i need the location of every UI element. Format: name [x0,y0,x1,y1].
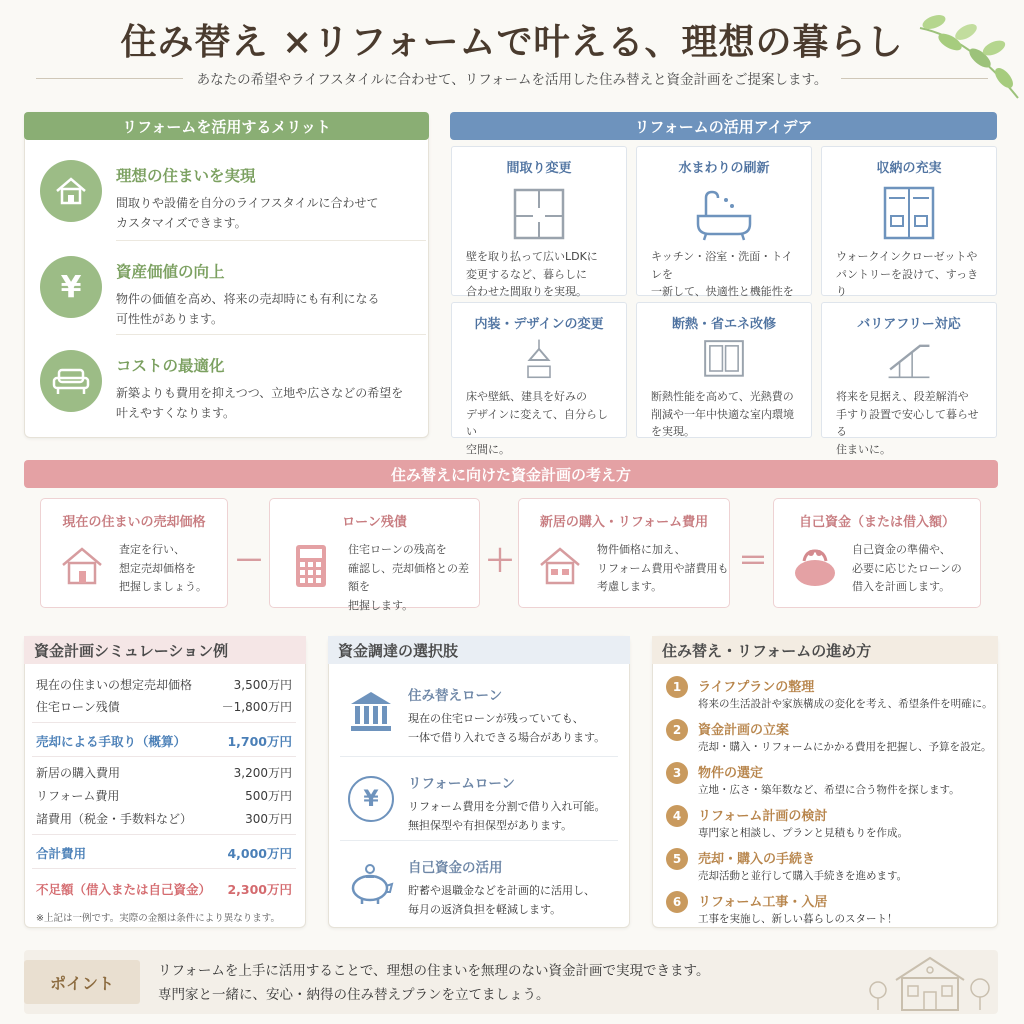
step-title: リフォーム計画の検討 [698,809,828,824]
step-item [666,803,1018,845]
funding-heading: 住み替えに向けた資金計画の考え方 [24,460,998,488]
step-number: 1 [666,676,688,698]
sim-row: リフォーム費用 500万円 [36,789,292,803]
merit-text: 物件の価値を高め、将来の売却時にも有利になる 可性性があります。 [116,292,380,326]
option-item [336,764,622,842]
sim-note: ※上記は一例です。実際の金額は条件により異なります。 [36,913,280,924]
funding-box-title: ローン残債 [342,515,407,530]
sim-divider [32,868,296,869]
option-divider [340,756,618,757]
funding-box-text: 査定を行い、 想定売却価格を 把握しましょう。 [119,543,207,594]
funding-box-new-home [518,498,730,608]
merit-divider [116,334,426,335]
idea-text: 壁を取り払って広いLDKに 変更するなど、暮らしに 合わせた間取りを実現。 [466,250,598,299]
idea-title: 内装・デザインの変更 [474,317,604,332]
page-subtitle: あなたの希望やライフスタイルに合わせて、リフォームを活用した住み替えと資金計画をご提案します。 [196,72,828,88]
idea-title: 水まわりの刷新 [678,161,770,176]
sofa-icon [40,350,102,412]
yen-icon: ¥ [40,256,102,318]
steps-heading: 住み替え・リフォームの進め方 [652,636,998,664]
plus-operator: ＋ [485,544,515,579]
funding-box-text: 自己資金の準備や、 必要に応じたローンの 借入を計画します。 [852,543,962,594]
step-number: 5 [666,848,688,870]
option-text: リフォーム費用を分割で借り入れ可能。 無担保型や有担保型があります。 [408,800,606,832]
option-title: 自己資金の活用 [408,860,503,876]
step-text: 工事を実施し、新しい暮らしのスタート！ [698,913,898,925]
step-item [666,674,1018,716]
leaf-decoration-icon [910,8,1020,108]
idea-title: 間取り変更 [506,161,572,176]
option-item [336,676,622,754]
idea-title: バリアフリー対応 [857,317,961,332]
idea-card [451,302,627,456]
option-divider [340,840,618,841]
funding-box-sale-price [40,498,228,608]
idea-text: 将来を見据え、段差解消や 手すり設置で安心して暮らせる 住まいに。 [836,390,979,456]
window-icon [692,338,756,382]
step-title: 資金計画の立案 [698,723,790,738]
lamp-icon [507,338,571,382]
idea-title: 収納の充実 [876,161,942,176]
sim-row: 現在の住まいの想定売却価格 3,500万円 [36,678,292,692]
point-text: リフォームを上手に活用することで、理想の住まいを無理のない資金計画で実現できます。 専門家と一緒に、安心・納得の住み替えプランを立てましょう。 [158,963,710,1003]
idea-card [821,302,997,456]
sim-shortfall-row: 不足額（借入または自己資金） 2,300万円 [36,882,292,897]
piggy-bank-icon [348,860,394,906]
purse-icon [792,543,838,589]
handrail-icon [877,338,941,382]
step-text: 立地・広さ・築年数など、希望に合う物件を探します。 [698,784,960,796]
equals-operator: ＝ [738,544,768,579]
step-item [666,760,1018,802]
step-number: 4 [666,805,688,827]
step-number: 2 [666,719,688,741]
merit-item [40,160,412,252]
funding-box-loan-balance [269,498,480,613]
step-item [666,717,1018,759]
option-text: 貯蓄や退職金などを計画的に活用し、 毎月の返済負担を軽減します。 [408,884,595,916]
step-item [666,846,1018,888]
step-number: 3 [666,762,688,784]
options-heading: 資金調達の選択肢 [328,636,630,664]
sim-divider [32,722,296,723]
page-title: 住み替え ×リフォームで叶える、理想の暮らし [120,21,904,63]
point-box [24,950,998,1014]
funding-box-own-funds [773,498,981,608]
bathtub-icon [692,186,756,242]
merit-item [40,350,412,442]
sim-divider [32,834,296,835]
step-text: 将来の生活設計や家族構成の変化を考え、希望条件を明確に。 [698,698,993,710]
idea-text: 床や壁紙、建具を好みの デザインに変えて、自分らしい 空間に。 [466,390,609,456]
sim-row: 住宅ローン残債 －1,800万円 [36,700,292,714]
merit-title: 資産価値の向上 [116,263,225,281]
funding-box-title: 自己資金（または借入額） [798,515,955,530]
minus-operator: － [234,544,264,579]
closet-icon [877,186,941,242]
step-title: 物件の選定 [698,766,764,781]
merits-heading: リフォームを活用するメリット [24,112,429,140]
step-title: 売却・購入の手続き [698,852,816,867]
idea-card [636,146,812,299]
option-title: リフォームローン [408,776,516,792]
funding-box-text: 物件価格に加え、 リフォーム費用や諸費用も 考慮します。 [597,543,729,594]
step-number: 6 [666,891,688,913]
yen-coin-icon: ¥ [348,776,394,822]
step-item [666,889,1018,931]
merit-title: 理想の住まいを実現 [116,167,256,185]
funding-box-text: 住宅ローンの残高を 確認し、売却価格との差額を 把握します。 [348,543,469,613]
funding-box-title: 新居の購入・リフォーム費用 [539,515,709,530]
sim-net-row: 売却による手取り（概算） 1,700万円 [36,734,292,749]
bank-icon [348,688,394,734]
house-icon [59,543,105,589]
house-icon [40,160,102,222]
sim-row: 諸費用（税金・手数料など） 300万円 [36,812,292,826]
subtitle-line-left [36,78,183,79]
option-text: 現在の住宅ローンが残っていても、 一体で借り入れできる場合があります。 [408,712,606,744]
option-item [336,848,622,926]
merit-title: コストの最適化 [116,357,225,375]
step-text: 売却・購入・リフォームにかかる費用を把握し、予算を設定。 [698,741,992,753]
sim-divider [32,756,296,757]
idea-card [636,302,812,438]
idea-title: 断熱・省エネ改修 [671,317,776,332]
step-text: 専門家と相談し、プランと見積もりを作成。 [698,827,908,839]
subtitle-row [36,66,988,90]
sim-row: 新居の購入費用 3,200万円 [36,766,292,780]
idea-text: キッチン・浴室・洗面・トイレを 一新して、快適性と機能性を [651,250,794,299]
option-title: 住み替えローン [408,688,503,704]
step-title: リフォーム工事・入居 [698,895,828,910]
new-house-icon [537,543,583,589]
merit-divider [116,240,426,241]
idea-card [821,146,997,299]
merit-text: 間取りや設備を自分のライフスタイルに合わせて カスタマイズできます。 [116,196,379,230]
simulation-heading: 資金計画シミュレーション例 [24,636,306,664]
ideas-heading: リフォームの活用アイデア [450,112,997,140]
point-tag: ポイント [24,960,140,1004]
sim-total-row: 合計費用 4,000万円 [36,846,292,861]
merit-text: 新築よりも費用を抑えつつ、立地や広さなどの希望を 叶えやすくなります。 [116,386,404,420]
idea-text: 断熱性能を高めて、光熱費の 削減や一年中快適な室内環境 を実現。 [651,390,794,439]
idea-card [451,146,627,299]
step-text: 売却活動と並行して購入手続きを進めます。 [698,870,908,882]
funding-box-title: 現在の住まいの売却価格 [62,515,206,530]
calculator-icon [288,543,334,589]
house-illustration-icon [868,954,992,1012]
idea-text: ウォークインクローゼットや パントリーを設けて、すっきり [836,250,979,299]
floorplan-icon [507,186,571,242]
step-title: ライフプランの整理 [698,680,815,695]
